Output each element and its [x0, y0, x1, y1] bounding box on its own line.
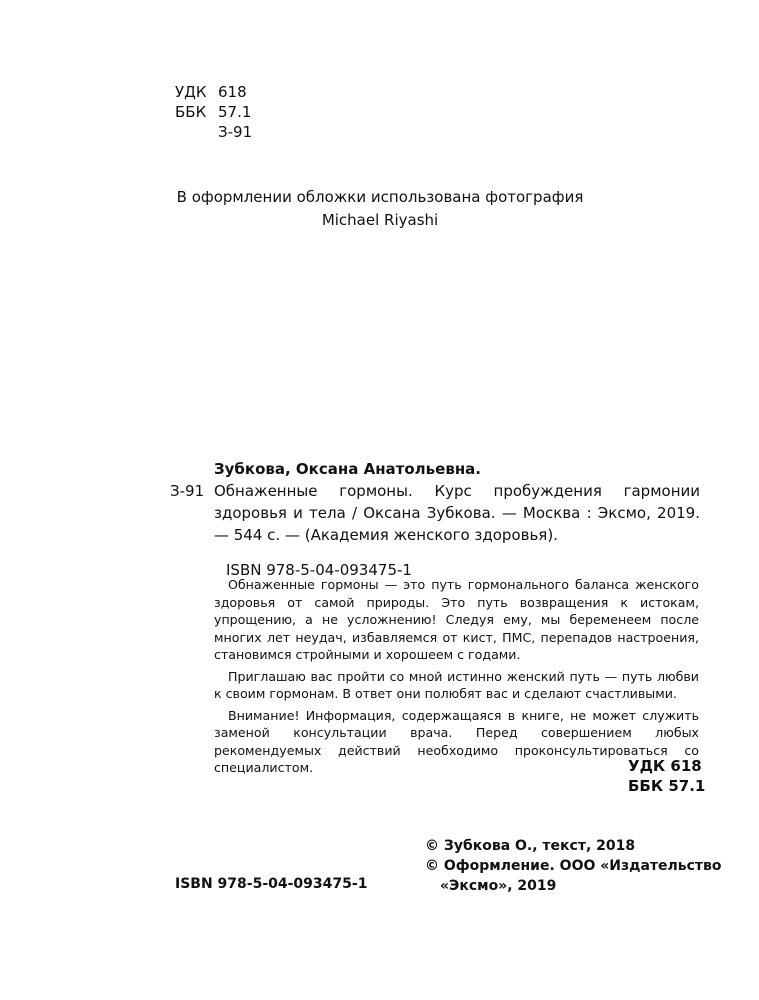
photo-credit — [170, 186, 590, 232]
photo-credit-line1: В оформлении обложки использована фотография — [176, 188, 584, 206]
annotation — [214, 576, 699, 781]
bbk-value: 57.1 — [218, 103, 252, 121]
classification-footer — [628, 756, 705, 796]
annotation-paragraph: Внимание! Информация, содержащаяся в книге, не может служить заменой консультации врача. Перед совершением любых рекомендуемых действий необходимо проконсультироваться со специалистом. — [214, 707, 699, 775]
record-code: З-91 — [170, 482, 205, 500]
author-index: З-91 — [218, 123, 253, 141]
udk-label: УДК — [175, 83, 207, 101]
photo-credit-line2: Michael Riyashi — [321, 211, 439, 229]
author-heading: Зубкова, Оксана Анатольевна. — [214, 460, 481, 478]
annotation-paragraph: Обнаженные гормоны — это путь гормонального баланса женского здоровья от самой природы. Это путь возвращения к истокам, упрощению, а не усложнению! Следуя ему, мы беременеем после многих лет неудач, избавляемся от кист, ПМС, перепадов настроения, становимся стройными и хорошеем с годами. — [214, 577, 699, 662]
bbk-row — [175, 102, 252, 122]
copyright-line: © Зубкова О., текст, 2018 — [425, 838, 636, 854]
annotation-paragraph: Приглашаю вас пройти со мной истинно женский путь — путь любви к своим гормонам. В ответ они полюбят вас и сделают счастливыми. — [214, 668, 699, 701]
udk-row — [175, 82, 252, 102]
copyright-line: © Оформление. ООО «Издательство — [425, 858, 722, 874]
classification-block — [175, 82, 252, 142]
isbn-footer: ISBN 978-5-04-093475-1 — [175, 876, 368, 892]
bibliographic-entry — [170, 480, 700, 546]
udk-value: 618 — [218, 83, 247, 101]
copyright-line: «Эксмо», 2019 — [440, 878, 557, 894]
record-isbn: ISBN 978-5-04-093475-1 — [226, 561, 412, 579]
copyright-block — [425, 836, 722, 896]
bbk-footer: ББК 57.1 — [628, 777, 706, 795]
bbk-label: ББК — [175, 103, 207, 121]
udk-footer: УДК 618 — [628, 757, 702, 775]
record-description: Обнаженные гормоны. Курс пробуждения гармонии здоровья и тела / Оксана Зубкова. — Москва : Эксмо, 2019. — 544 с. — (Академия женского здоровья). — [214, 482, 700, 544]
bibliographic-record — [170, 458, 700, 581]
